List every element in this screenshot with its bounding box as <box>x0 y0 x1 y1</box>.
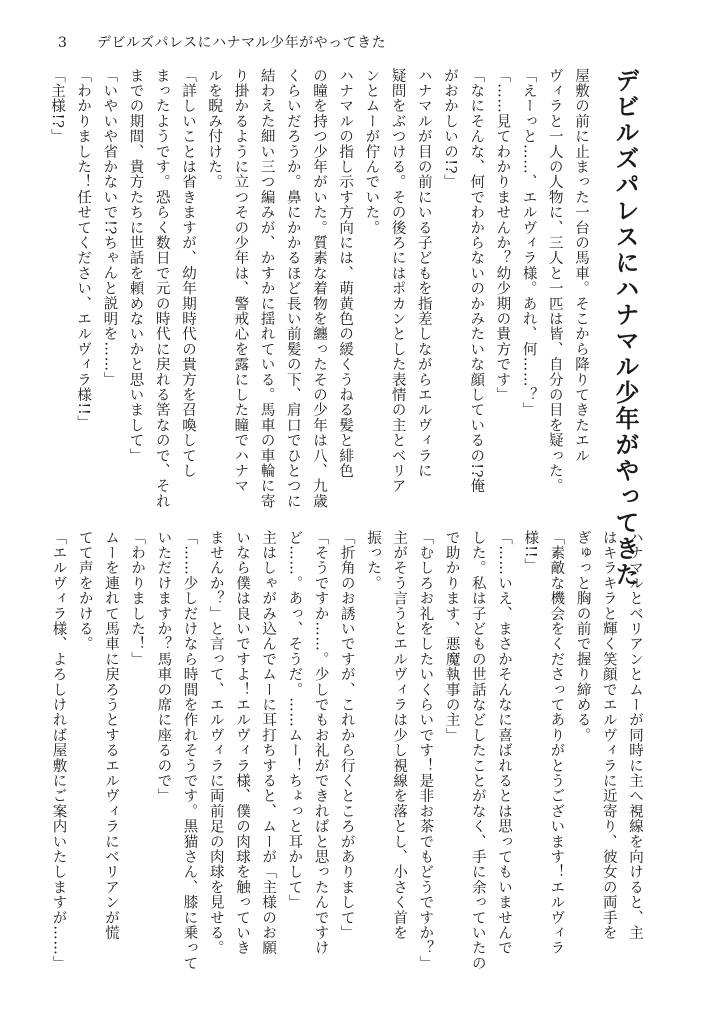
running-title: デビルズパレスにハナマル少年がやってきた <box>96 35 387 51</box>
text-line: 「主様!?」 <box>48 68 65 144</box>
text-line: 「……いえ、まさかそんなに喜ばれるとは思ってもいませんで <box>495 530 512 956</box>
text-line: まったようです。恐らく数日で元の時代に戻れる筈なので、それ <box>153 68 170 509</box>
text-line: 屋敷の前に止まった一台の馬車。そこから降りてきたエル <box>573 68 589 464</box>
page-number: 3 <box>58 35 68 51</box>
text-line: 疑問をぶつける。その後ろにはポカンとした表情の主とベリア <box>389 68 406 494</box>
text-line: 「素敵な機会をくださってありがとうございます！エルヴィラ <box>548 530 565 956</box>
text-line: 「そうですか……。少しでもお礼ができればと思ったんですけ <box>312 530 329 956</box>
text-line: ハナマルとベリアンとムーが同時に主へ視線を向けると、主 <box>627 530 643 941</box>
text-line: 「なにそんな、何でわからないのかみたいな顔しているの!?俺 <box>468 68 485 494</box>
text-line: ハナマルが目の前にいる子どもを指差しながらエルヴィラに <box>415 68 432 479</box>
text-line: 「折角のお誘いですが、これから行くところがありまして」 <box>338 530 355 941</box>
text-line: いただけますか？馬車の席に座るので」 <box>155 530 172 804</box>
text-line: 「わかりました！任せてください、エルヴィラ様!!」 <box>75 68 92 431</box>
text-line: 「……見てわかりませんか？幼少期の貴方です」 <box>494 68 511 403</box>
text-line: ムーを連れて馬車に戻ろうとするエルヴィラにベリアンが慌 <box>102 530 119 941</box>
text-line: 「いやいや省かないで!?ちゃんと説明を……」 <box>101 68 118 388</box>
text-line: 様!!」 <box>522 530 539 574</box>
text-line: ヴィラと一人の人物に、三人と一匹は皆、自分の目を疑った。 <box>546 68 563 494</box>
text-block-bottom <box>50 530 648 971</box>
text-line: の瞳を持つ少年がいた。質素な着物を纏ったその少年は八、九歳 <box>310 68 327 509</box>
text-line: 「詳しいことは省きますが、幼年期時代の貴方を召喚してし <box>179 68 196 479</box>
text-line: までの期間、貴方たちに世話を頼めないかと思いまして」 <box>127 68 144 464</box>
text-line: がおかしいの!?」 <box>441 68 458 190</box>
text-line: ど……。あっ、そうだ。……ムー！ちょっと耳かして」 <box>286 530 303 910</box>
text-line: 主はしゃがみ込んでムーに耳打ちすると、ムーが「主様のお願 <box>260 530 277 956</box>
chapter-title: デビルズパレスにハナマル少年がやってきた <box>611 68 640 588</box>
text-line: 「わかりました！」 <box>129 530 146 667</box>
text-line: 「むしろお礼をしたいくらいです！是非お茶でもどうですか？」 <box>417 530 434 971</box>
text-line: 「……少しだけなら時間を作れそうです。黒猫さん、膝に乗って <box>181 530 198 971</box>
text-line: り掛かるように立つその少年は、警戒心を露にした瞳でハナマ <box>232 68 249 494</box>
text-line: いなら僕は良いですよ！エルヴィラ様、僕の肉球を触っていき <box>233 530 250 956</box>
text-line: した。私は子どもの世話などしたことがなく、手に余っていたの <box>469 530 486 971</box>
text-line: 「えーっと……、エルヴィラ様。あれ、何……？」 <box>520 68 537 418</box>
text-line: ぎゅっと胸の前で握り締める。 <box>574 530 591 743</box>
text-line: はキラキラと輝く笑顔でエルヴィラに近寄り、彼女の両手を <box>600 530 617 941</box>
text-line: ルを睨み付けた。 <box>206 68 223 190</box>
text-line: ませんか？」と言って、エルヴィラに両前足の肉球を見せる。 <box>207 530 224 956</box>
text-line: ハナマルの指し示す方向には、萌黄色の緩くうねる髪と緋色 <box>337 68 354 479</box>
text-line: くらいだろうか。鼻にかかるほど長い前髪の下、肩口でひとつに <box>284 68 301 509</box>
text-line: てて声をかける。 <box>76 530 93 652</box>
text-line: 「エルヴィラ様、よろしければ屋敷にご案内いたしますが……」 <box>50 530 67 971</box>
text-line: 結わえた細い三つ編みが、かすかに揺れている。馬車の車輪に寄 <box>258 68 275 509</box>
text-line: ンとムーが佇んでいた。 <box>363 68 380 236</box>
text-line: 振った。 <box>364 530 381 591</box>
page-header <box>58 32 386 52</box>
text-line: で助かります、悪魔執事の主」 <box>443 530 460 743</box>
text-line: 主がそう言うとエルヴィラは少し視線を落とし、小さく首を <box>391 530 408 941</box>
